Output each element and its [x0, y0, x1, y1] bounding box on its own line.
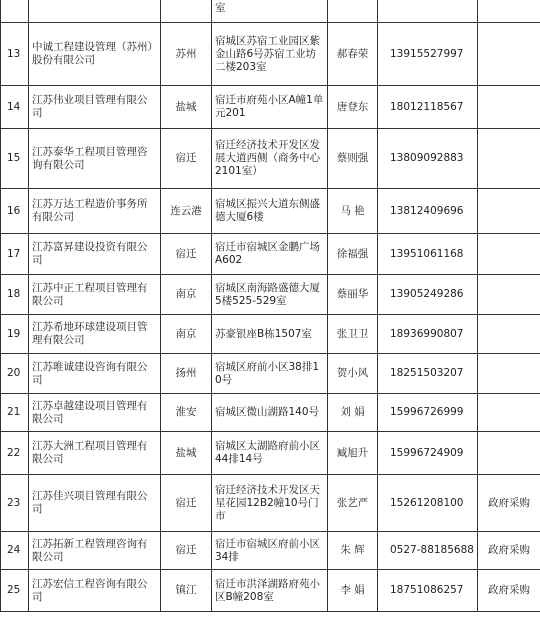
- note: [478, 275, 540, 315]
- table-row: [1, 475, 540, 532]
- company-name: 江苏拓新工程管理咨询有限公司: [29, 532, 161, 570]
- phone-number: 13809092883: [378, 129, 478, 189]
- phone-number: 15996724909: [378, 432, 478, 475]
- row-number: 25: [1, 570, 29, 612]
- table-row: [1, 275, 540, 315]
- table-row: [1, 189, 540, 234]
- phone-number: 13915527997: [378, 23, 478, 86]
- phone-number: 18936990807: [378, 315, 478, 354]
- note: [478, 432, 540, 475]
- note: [478, 234, 540, 275]
- table-row: [1, 432, 540, 475]
- row-number: 15: [1, 129, 29, 189]
- note: [478, 394, 540, 432]
- table-row: [1, 129, 540, 189]
- address: 宿城区振兴大道东侧盛德大厦6楼: [212, 189, 328, 234]
- address: 宿迁市宿城区金鹏广场A602: [212, 234, 328, 275]
- city: [161, 0, 212, 23]
- contact-person: 张卫卫: [328, 315, 378, 354]
- contact-person: [328, 0, 378, 23]
- row-number: 18: [1, 275, 29, 315]
- phone-number: 18012118567: [378, 86, 478, 129]
- city: 连云港: [161, 189, 212, 234]
- table-row: [1, 86, 540, 129]
- contact-person: 朱 辉: [328, 532, 378, 570]
- note: 政府采购: [478, 475, 540, 532]
- row-number: 17: [1, 234, 29, 275]
- city: 宿迁: [161, 475, 212, 532]
- table-row: [1, 234, 540, 275]
- city: 宿迁: [161, 532, 212, 570]
- company-name: 江苏泰华工程项目管理咨询有限公司: [29, 129, 161, 189]
- contact-person: 徐福强: [328, 234, 378, 275]
- address: 苏豪银座B栋1507室: [212, 315, 328, 354]
- phone-number: 13951061168: [378, 234, 478, 275]
- agency-table-body: [1, 0, 540, 612]
- note: [478, 189, 540, 234]
- city: 扬州: [161, 354, 212, 394]
- contact-person: 李 娟: [328, 570, 378, 612]
- table-row: [1, 570, 540, 612]
- city: 盐城: [161, 86, 212, 129]
- row-number: 21: [1, 394, 29, 432]
- city: 南京: [161, 315, 212, 354]
- row-number: 22: [1, 432, 29, 475]
- note: [478, 129, 540, 189]
- company-name: 江苏伟业项目管理有限公司: [29, 86, 161, 129]
- city: 南京: [161, 275, 212, 315]
- company-name: 江苏唯诚建设咨询有限公司: [29, 354, 161, 394]
- contact-person: 蔡则强: [328, 129, 378, 189]
- row-number: 23: [1, 475, 29, 532]
- contact-person: 郝春荣: [328, 23, 378, 86]
- city: 苏州: [161, 23, 212, 86]
- row-number: 13: [1, 23, 29, 86]
- row-number: [1, 0, 29, 23]
- company-name: 中诚工程建设管理（苏州）股份有限公司: [29, 23, 161, 86]
- company-name: 江苏宏信工程咨询有限公司: [29, 570, 161, 612]
- table-row: [1, 0, 540, 23]
- table-row: [1, 532, 540, 570]
- contact-person: 贺小风: [328, 354, 378, 394]
- phone-number: 13812409696: [378, 189, 478, 234]
- note: 政府采购: [478, 532, 540, 570]
- note: [478, 315, 540, 354]
- company-name: 江苏大洲工程项目管理有限公司: [29, 432, 161, 475]
- address: 宿城区微山湖路140号: [212, 394, 328, 432]
- company-name: [29, 0, 161, 23]
- contact-person: 臧旭升: [328, 432, 378, 475]
- table-row: [1, 394, 540, 432]
- address: 宿城区苏宿工业园区紫金山路6号苏宿工业坊二楼203室: [212, 23, 328, 86]
- phone-number: 15261208100: [378, 475, 478, 532]
- company-name: 江苏富昇建设投资有限公司: [29, 234, 161, 275]
- city: 淮安: [161, 394, 212, 432]
- address: 宿城区太湖路府前小区44排14号: [212, 432, 328, 475]
- row-number: 16: [1, 189, 29, 234]
- note: [478, 354, 540, 394]
- contact-person: 唐登东: [328, 86, 378, 129]
- phone-number: [378, 0, 478, 23]
- city: 宿迁: [161, 234, 212, 275]
- address: 宿迁经济技术开发区发展大道西侧（商务中心2101室）: [212, 129, 328, 189]
- address: 宿迁经济技术开发区天星花园12B2幢10号门市: [212, 475, 328, 532]
- note: [478, 0, 540, 23]
- address: 宿城区府前小区38排10号: [212, 354, 328, 394]
- address: 宿城区南海路盛德大厦5楼525-529室: [212, 275, 328, 315]
- contact-person: 张艺严: [328, 475, 378, 532]
- phone-number: 15996726999: [378, 394, 478, 432]
- address: 宿迁市宿城区府前小区34排: [212, 532, 328, 570]
- note: [478, 86, 540, 129]
- phone-number: 13905249286: [378, 275, 478, 315]
- contact-person: 刘 娟: [328, 394, 378, 432]
- company-name: 江苏希地环球建设项目管理有限公司: [29, 315, 161, 354]
- company-name: 江苏卓越建设项目管理有限公司: [29, 394, 161, 432]
- city: 镇江: [161, 570, 212, 612]
- row-number: 19: [1, 315, 29, 354]
- table-row: [1, 354, 540, 394]
- company-name: 江苏佳兴项目管理有限公司: [29, 475, 161, 532]
- phone-number: 18251503207: [378, 354, 478, 394]
- table-row: [1, 315, 540, 354]
- phone-number: 18751086257: [378, 570, 478, 612]
- company-name: 江苏万达工程造价事务所有限公司: [29, 189, 161, 234]
- address: 室: [212, 0, 328, 23]
- city: 盐城: [161, 432, 212, 475]
- note: 政府采购: [478, 570, 540, 612]
- contact-person: 马 艳: [328, 189, 378, 234]
- row-number: 20: [1, 354, 29, 394]
- address: 宿迁市洪泽湖路府苑小区B幢208室: [212, 570, 328, 612]
- row-number: 14: [1, 86, 29, 129]
- contact-person: 蔡丽华: [328, 275, 378, 315]
- address: 宿迁市府苑小区A幢1单元201: [212, 86, 328, 129]
- note: [478, 23, 540, 86]
- city: 宿迁: [161, 129, 212, 189]
- company-name: 江苏中正工程项目管理有限公司: [29, 275, 161, 315]
- row-number: 24: [1, 532, 29, 570]
- table-row: [1, 23, 540, 86]
- phone-number: 0527-88185688: [378, 532, 478, 570]
